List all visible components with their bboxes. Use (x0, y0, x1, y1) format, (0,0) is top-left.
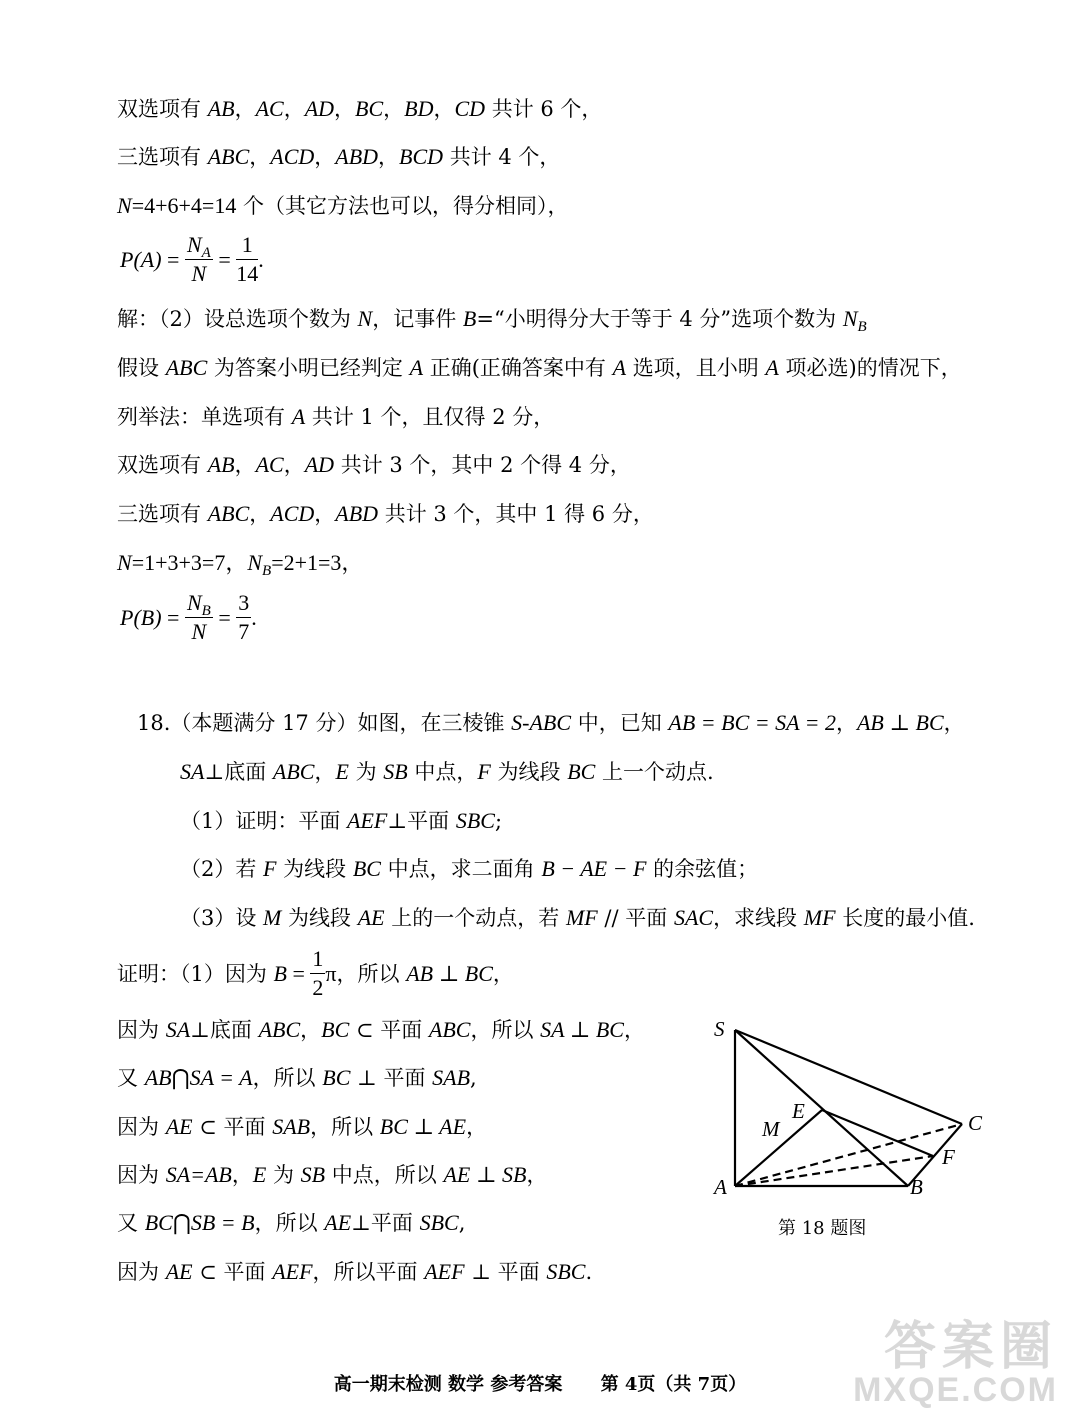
assumption-line: 假设 ABC 为答案小明已经判定 A 正确(正确答案中有 A 选项，且小明 A 项必选)的情况下， (117, 355, 962, 380)
part2-triple-option-line: 三选项有 ABC，ACD，ABD 共计 3 个，其中 1 得 6 分， (117, 501, 654, 526)
edge-SC (735, 1030, 962, 1124)
part2-double-option-line: 双选项有 AB，AC，AD 共计 3 个，其中 2 个得 4 分， (117, 452, 631, 477)
label-E: E (792, 1099, 805, 1123)
watermark-url: MXQE.COM (853, 1371, 1058, 1409)
q18-subquestion-1: （1）证明：平面 AEF⊥平面 SBC; (180, 808, 503, 833)
double-option-line: 双选项有 AB，AC，AD，BC，BD，CD 共计 6 个， (117, 96, 603, 121)
q18-stem-line2: SA⊥底面 ABC，E 为 SB 中点，F 为线段 BC 上一个动点. (180, 759, 714, 784)
label-B: B (910, 1175, 923, 1199)
proof-line-2: 因为 SA⊥底面 ABC，BC ⊂ 平面 ABC，所以 SA ⊥ BC， (117, 1017, 645, 1042)
label-C: C (968, 1111, 983, 1135)
single-option-line: 列举法：单选项有 A 共计 1 个，且仅得 2 分， (117, 404, 555, 429)
label-M: M (762, 1117, 780, 1141)
footer-title: 高一期末检测 数学 参考答案 (333, 1374, 563, 1395)
proof-line-1: 证明：（1）因为 B = $\frac{1}{2}$ π，所以 AB ⊥ BC， (117, 946, 514, 1000)
watermark (853, 1318, 1058, 1409)
probability-b-formula: P(B) = $\frac{N_B}{N}$ = $\frac{3}{7}$ . (120, 590, 257, 644)
q18-stem-line1: 18.（本题满分 17 分）如图，在三棱锥 S-ABC 中，已知 AB = BC = SA = 2，AB ⊥ BC， (137, 710, 965, 735)
figure-caption: 第 18 题图 (778, 1218, 867, 1239)
q18-subquestion-3: （3）设 M 为线段 AE 上的一个动点，若 MF // 平面 SAC，求线段 MF 长度的最小值. (180, 905, 975, 930)
watermark-logo-text: 答案圈 (883, 1318, 1058, 1376)
label-A: A (714, 1175, 727, 1199)
edge-EF (822, 1110, 933, 1156)
triple-option-line: 三选项有 ABC，ACD，ABD，BCD 共计 4 个， (117, 144, 561, 169)
count-line: N=1+3+3=7，$N_B=2+1=3$， (117, 550, 364, 579)
footer-page-number: 第 4页（共 7页） (600, 1374, 747, 1395)
proof-line-3: 又 AB⋂SA = A，所以 BC ⊥ 平面 SAB, (117, 1065, 477, 1090)
proof-line-7: 因为 AE ⊂ 平面 AEF，所以平面 AEF ⊥ 平面 SBC. (117, 1259, 593, 1284)
proof-line-4: 因为 AE ⊂ 平面 SAB，所以 BC ⊥ AE， (117, 1114, 488, 1139)
total-count-line: N=4+6+4=14 个（其它方法也可以，得分相同）， (117, 193, 569, 218)
proof-line-5: 因为 SA=AB，E 为 SB 中点，所以 AE ⊥ SB， (117, 1162, 548, 1187)
label-S: S (714, 1017, 725, 1041)
label-F: F (942, 1145, 955, 1169)
part2-intro-line: 解：（2）设总选项个数为 N，记事件 B=“小明得分大于等于 4 分”选项个数为 $N_B$ (117, 306, 867, 335)
proof-line-6: 又 BC⋂SB = B，所以 AE⊥平面 SBC, (117, 1210, 466, 1235)
probability-a-formula: P(A) = $\frac{N_A}{N}$ = $\frac{1}{14}$ . (120, 232, 264, 286)
q18-subquestion-2: （2）若 F 为线段 BC 中点，求二面角 B − AE − F 的余弦值； (180, 856, 759, 881)
